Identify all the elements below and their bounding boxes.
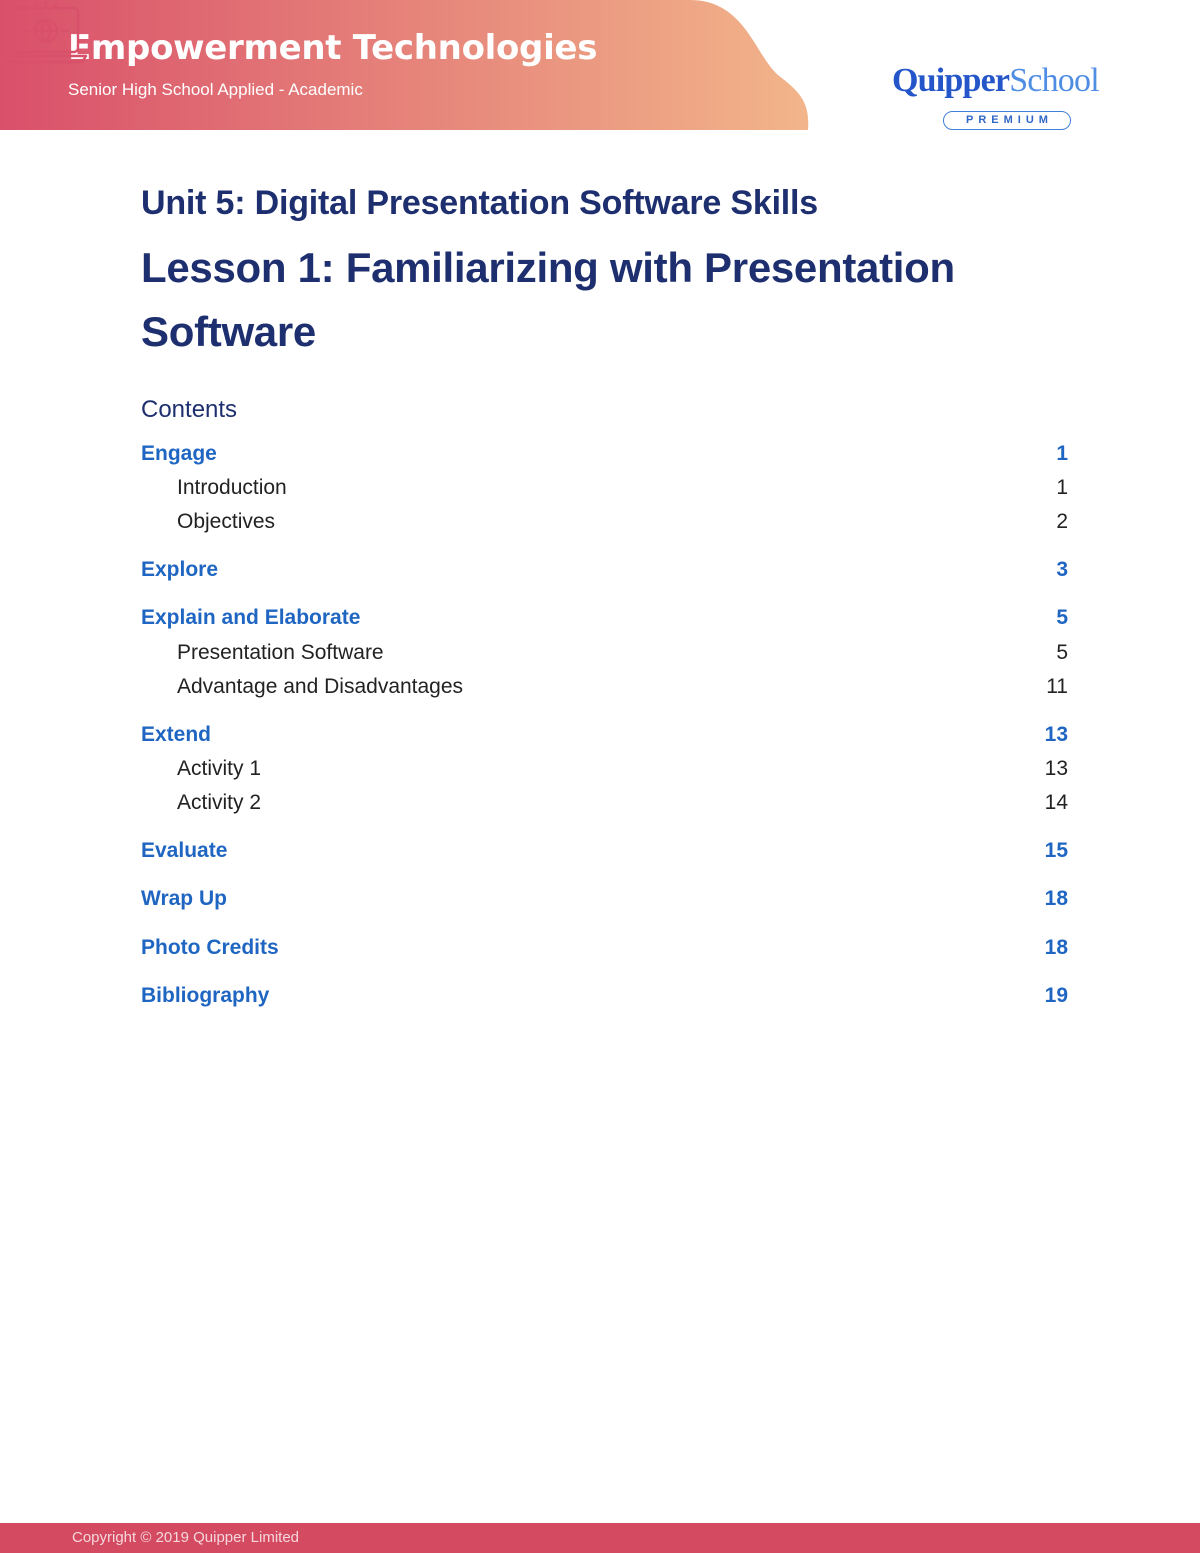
toc-subentry-label: Presentation Software [177,641,384,664]
toc-subentry-label: Advantage and Disadvantages [177,675,464,698]
copyright-text: Copyright © 2019 Quipper Limited [72,1529,300,1546]
toc-subentry-label: Activity 1 [177,757,262,780]
toc-entry-page: 3 [1056,558,1068,581]
premium-badge: PREMIUM [943,111,1071,130]
toc-subentry-page: 2 [1056,510,1068,533]
toc-entry-label: Explain and Elaborate [141,606,361,629]
lesson-title: Lesson 1: Familiarizing with Presentation Software [141,244,955,355]
course-subtitle: Senior High School Applied - Academic [68,80,363,99]
toc-entry-page: 15 [1044,839,1068,862]
toc-subentry-label: Introduction [177,476,287,499]
toc-entry-page: 18 [1044,936,1068,959]
toc-subentry-objectives[interactable] [141,510,1068,540]
laptop-globe-icon [0,0,92,66]
toc-entry-page: 5 [1056,606,1068,629]
toc-subentry-label: Objectives [177,510,276,533]
toc-entry-page: 1 [1056,442,1068,465]
toc-entry-evaluate[interactable] [141,839,1068,869]
toc-entry-label: Evaluate [141,839,228,862]
toc-subentry-page: 14 [1044,791,1068,814]
toc-entry-engage[interactable] [141,442,1068,472]
toc-subentry-introduction[interactable] [141,476,1068,506]
toc-entry-label: Photo Credits [141,936,279,959]
toc-entry-page: 13 [1044,723,1068,746]
unit-title: Unit 5: Digital Presentation Software Skills [141,184,819,222]
toc-entry-bibliography[interactable] [141,984,1068,1014]
toc-subentry-page: 11 [1046,675,1068,698]
brand-name-quipper: Quipper [892,62,1010,99]
toc-entry-label: Engage [141,442,217,465]
toc-entry-label: Explore [141,558,219,581]
footer-bar [0,1523,1200,1553]
toc-entry-wrap-up[interactable] [141,887,1068,917]
toc-entry-page: 19 [1044,984,1068,1007]
table-of-contents [141,0,1068,1553]
toc-subentry-page: 5 [1056,641,1068,664]
toc-entry-photo-credits[interactable] [141,936,1068,966]
toc-subentry-advantage-and-disadvantages[interactable] [141,675,1068,705]
toc-entry-label: Bibliography [141,984,270,1007]
toc-subentry-activity-2[interactable] [141,791,1068,821]
toc-heading: Contents [141,396,238,423]
toc-entry-explore[interactable] [141,558,1068,588]
toc-entry-label: Wrap Up [141,887,227,910]
brand-name-school: School [1009,62,1099,99]
course-title: Empowerment Technologies [68,28,598,68]
toc-subentry-page: 13 [1044,757,1068,780]
toc-entry-explain-and-elaborate[interactable] [141,606,1068,636]
toc-subentry-label: Activity 2 [177,791,262,814]
toc-subentry-activity-1[interactable] [141,757,1068,787]
toc-entry-label: Extend [141,723,212,746]
toc-entry-page: 18 [1044,887,1068,910]
toc-subentry-presentation-software[interactable] [141,641,1068,671]
toc-entry-extend[interactable] [141,723,1068,753]
toc-subentry-page: 1 [1056,476,1068,499]
